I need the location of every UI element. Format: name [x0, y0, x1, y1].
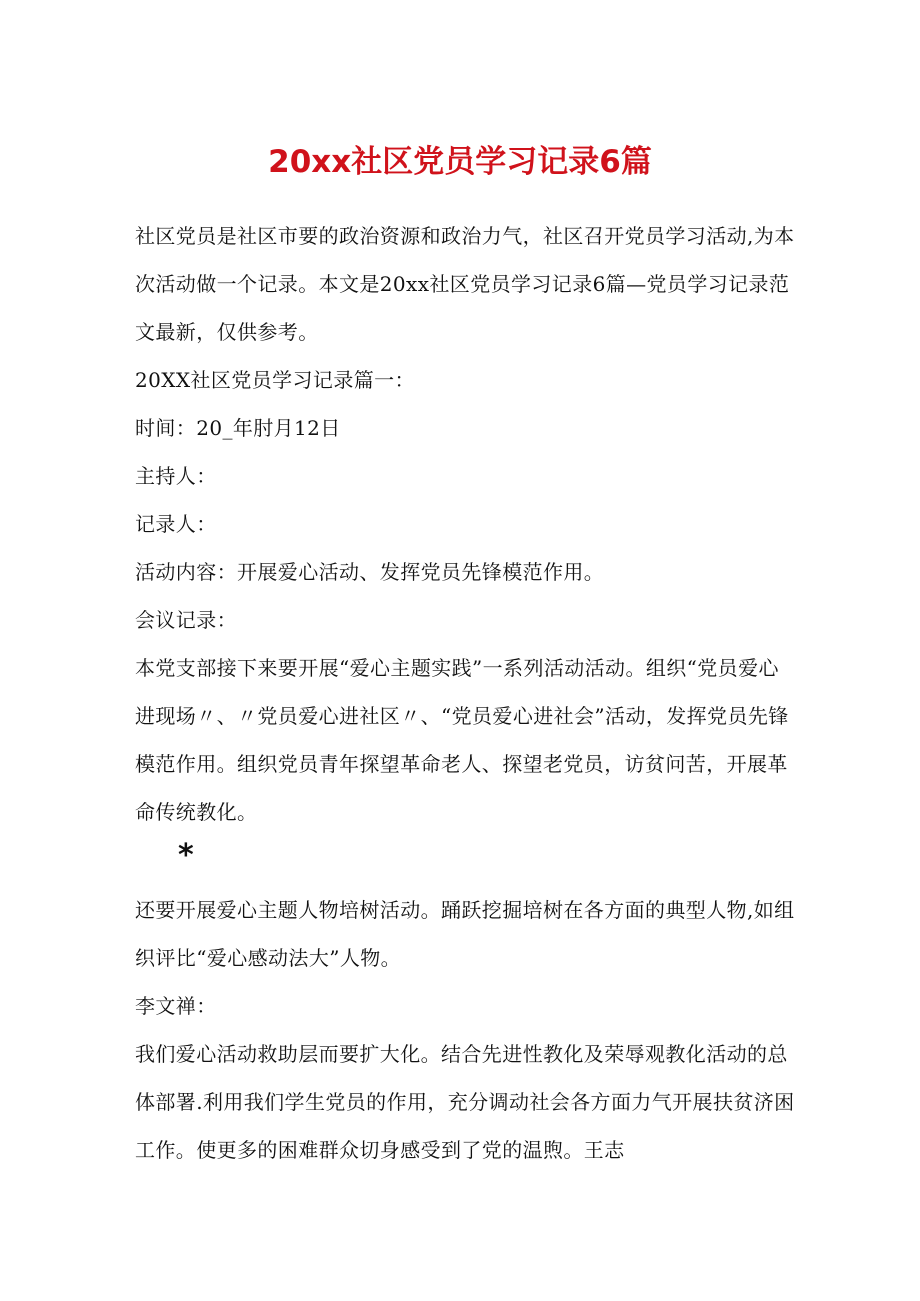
section-heading: 20XX社区党员学习记录篇一： — [135, 368, 415, 392]
time-line: 时间：20_年肘月12日 — [135, 416, 341, 440]
content-line: 活动内容：开展爱心活动、发挥党员先锋模范作用。 — [135, 560, 605, 584]
star-mark: * — [178, 838, 194, 873]
intro-paragraph: 社区党员是社区市要的政治资源和政治力气，社区召开党员学习活动,为本次活动做一个记录。本文是20xx社区党员学习记录6篇—党员学习记录范文最新，仅供参考。 — [135, 224, 795, 344]
minutes-label: 会议记录： — [135, 608, 237, 632]
minutes-paragraph-1: 本党支部接下来要开展“爱心主题实践”一系列活动活动。组织“党员爱心进现场〃、〃党员爱心进社区〃、“党员爱心进社会”活动，发挥党员先锋模范作用。组织党员青年探望革命老人、探望老党员，访贫问苦，开展革命传统教化。 — [135, 656, 789, 824]
minutes-paragraph-3: 我们爱心活动救助层而要扩大化。结合先进性教化及荣辱观教化活动的总体部署.利用我们学生党员的作用，充分调动社会各方面力气开展扶贫济困工作。使更多的困难群众切身感受到了党的温煦。王志 — [135, 1042, 795, 1162]
document-title: 20xx社区党员学习记录6篇 — [268, 144, 652, 180]
recorder-line: 记录人： — [135, 512, 217, 536]
host-line: 主持人： — [135, 464, 217, 488]
minutes-paragraph-2: 还要开展爱心主题人物培树活动。踊跃挖掘培树在各方面的典型人物,如组织评比“爱心感动法大”人物。 — [135, 898, 795, 970]
speaker-label: 李文禅： — [135, 994, 217, 1018]
